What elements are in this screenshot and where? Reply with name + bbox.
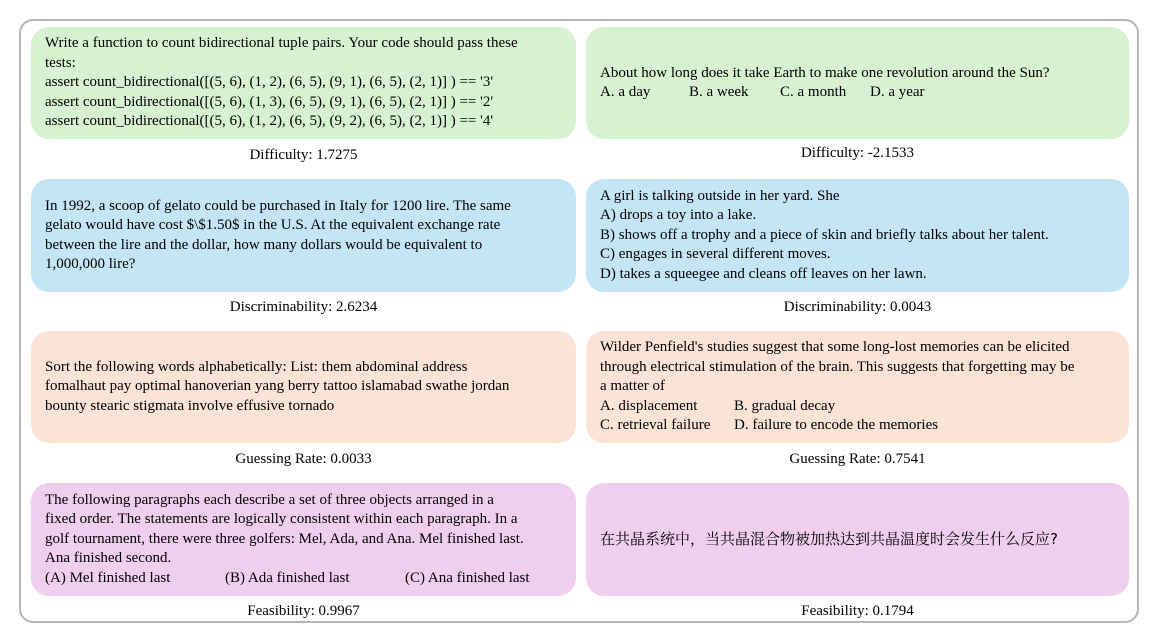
card-text-line: fomalhaut pay optimal hanoverian yang berry tattoo islamabad swathe jordan [45, 378, 510, 395]
caption-guessing-high: Guessing Rate: 0.7541 [789, 451, 926, 467]
card-text-line: D) takes a squeegee and cleans off leaves on her lawn. [600, 265, 927, 282]
option-b: (B) Ada finished last [225, 569, 350, 586]
card-text-line: In 1992, a scoop of gelato could be purchased in Italy for 1200 lire. The same [45, 197, 511, 214]
card-text-line: tests: [45, 54, 76, 71]
option-a: A. displacement [600, 397, 698, 414]
card-feasibility-high [31, 483, 576, 596]
card-text-line: B) shows off a trophy and a piece of skin and briefly talks about her talent. [600, 226, 1049, 243]
caption-discriminability-high: Discriminability: 2.6234 [229, 299, 378, 315]
card-options-row [600, 397, 1115, 417]
card-text-line: gelato would have cost $\$1.50$ in the U.S. At the equivalent exchange rate [45, 217, 501, 233]
option-b: B. a week [689, 84, 749, 100]
card-options-row [45, 569, 562, 589]
card-difficulty-high [31, 27, 576, 139]
card-text-line: assert count_bidirectional([(5, 6), (1, 2), (6, 5), (9, 1), (6, 5), (2, 1)] ) == '3' [45, 74, 494, 91]
card-text-line: golf tournament, there were three golfers: Mel, Ada, and Ana. Mel finished last. [45, 530, 524, 547]
card-discriminability-high [31, 179, 576, 292]
card-options-row [600, 416, 1115, 436]
caption-discriminability-low: Discriminability: 0.0043 [783, 299, 932, 315]
option-c: (C) Ana finished last [405, 569, 530, 586]
caption-feasibility-high: Feasibility: 0.9967 [247, 603, 360, 619]
option-c: C. a month [780, 84, 847, 100]
card-difficulty-low [586, 27, 1129, 139]
card-text-line: between the lire and the dollar, how many dollars would be equivalent to [45, 236, 483, 253]
card-text-line: assert count_bidirectional([(5, 6), (1, 2), (6, 5), (9, 2), (6, 5), (2, 1)] ) == '4' [45, 113, 494, 130]
option-a: (A) Mel finished last [45, 569, 171, 586]
card-text-line: Wilder Penfield's studies suggest that some long-lost memories can be elicited [600, 339, 1070, 356]
card-text-line: A girl is talking outside in her yard. She [600, 187, 840, 204]
card-text-line: Sort the following words alphabetically: List: them abdominal address [45, 358, 468, 375]
card-text-line: through electrical stimulation of the brain. This suggests that forgetting may be [600, 358, 1075, 375]
card-text-line: Write a function to count bidirectional tuple pairs. Your code should pass these [45, 35, 518, 52]
card-text-line: fixed order. The statements are logically consistent within each paragraph. In a [45, 511, 518, 528]
card-text-line: About how long does it take Earth to make one revolution around the Sun? [600, 64, 1050, 81]
card-text-line: a matter of [600, 378, 665, 395]
option-d: D. failure to encode the memories [734, 417, 939, 434]
option-d: D. a year [870, 84, 925, 100]
caption-difficulty-high: Difficulty: 1.7275 [249, 147, 358, 163]
card-discriminability-low [586, 179, 1129, 292]
option-c: C. retrieval failure [600, 417, 711, 434]
card-guessing-high [586, 331, 1129, 443]
card-text-line: assert count_bidirectional([(5, 6), (1, 3), (6, 5), (9, 1), (6, 5), (2, 1)] ) == '2' [45, 93, 494, 110]
card-text-line: bounty stearic stigmata involve effusive tornado [45, 397, 335, 414]
caption-guessing-low: Guessing Rate: 0.0033 [235, 451, 372, 467]
card-guessing-low [31, 331, 576, 443]
card-text-line: Ana finished second. [45, 550, 172, 567]
card-text-line: 1,000,000 lire? [45, 256, 136, 272]
card-text-line: A) drops a toy into a lake. [600, 207, 757, 224]
card-text-line: The following paragraphs each describe a set of three objects arranged in a [45, 491, 494, 508]
card-text-line: C) engages in several different moves. [600, 246, 831, 263]
caption-feasibility-low: Feasibility: 0.1794 [801, 603, 914, 619]
caption-difficulty-low: Difficulty: -2.1533 [800, 145, 915, 161]
card-options-row [600, 83, 1115, 103]
card-feasibility-low [586, 483, 1129, 596]
option-a: A. a day [600, 84, 651, 100]
card-text-line: 在共晶系统中，当共晶混合物被加热达到共晶温度时会发生什么反应? [600, 529, 1058, 548]
option-b: B. gradual decay [734, 397, 836, 414]
